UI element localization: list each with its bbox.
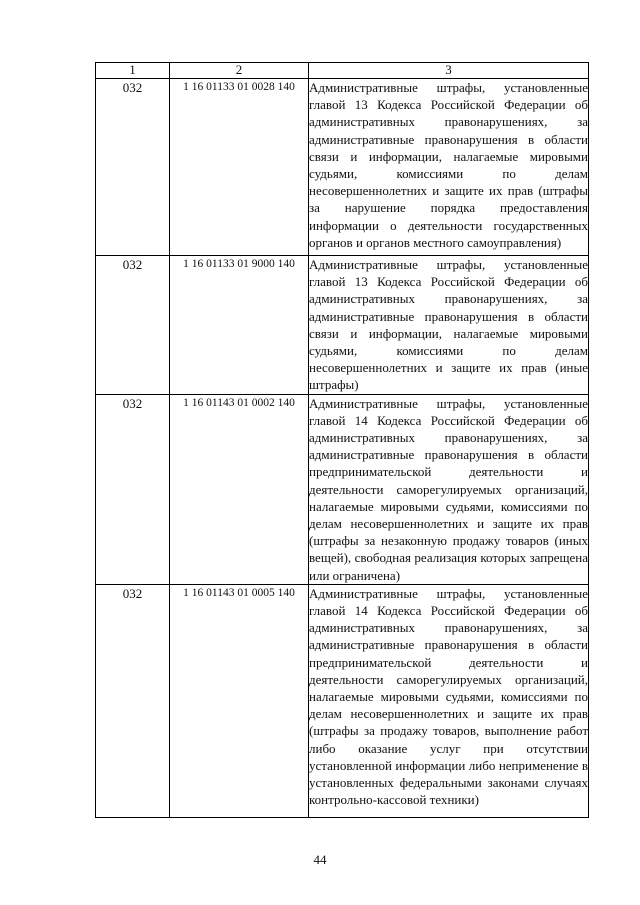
admin-code-cell: 032: [96, 394, 170, 584]
column-header-3: 3: [309, 63, 589, 79]
kbk-code-cell: 1 16 01133 01 0028 140: [170, 79, 309, 256]
admin-code-cell: 032: [96, 584, 170, 817]
description-cell: Административные штрафы, установленные главой 13 Кодекса Российской Федерации об административных правонарушениях, за административные правонарушения в области связи и информации, налагаемые мировыми судьями, комиссиями по делам несовершеннолетних и защите их прав (штрафы за нарушение порядка предоставления информации о деятельности государственных органов и органов местного самоуправления): [309, 79, 589, 256]
table-row: [96, 584, 589, 817]
table-row: [96, 394, 589, 584]
description-cell: Административные штрафы, установленные главой 14 Кодекса Российской Федерации об административных правонарушениях, за административные правонарушения в области предпринимательской деятельности и деятельности саморегулируемых организаций, налагаемые мировыми судьями, комиссиями по делам несовершеннолетних и защите их прав (штрафы за незаконную продажу товаров (иных вещей), свободная реализация которых запрещена или ограничена): [309, 395, 588, 583]
kbk-code-cell: 1 16 01143 01 0002 140: [170, 394, 309, 584]
description-cell: Административные штрафы, установленные главой 13 Кодекса Российской Федерации об административных правонарушениях, за административные правонарушения в области связи и информации, налагаемые мировыми судьями, комиссиями по делам несовершеннолетних и защите их прав (иные штрафы): [309, 257, 588, 393]
admin-code-cell: 032: [96, 256, 170, 395]
column-header-2: 2: [170, 63, 309, 79]
column-header-1: 1: [96, 63, 170, 79]
budget-classification-table: [95, 62, 589, 818]
admin-code-cell: 032: [96, 79, 170, 256]
table-header-row: [96, 63, 589, 79]
table-row: [96, 79, 589, 256]
kbk-code-cell: 1 16 01143 01 0005 140: [170, 584, 309, 817]
description-cell: Административные штрафы, установленные главой 14 Кодекса Российской Федерации об административных правонарушениях, за административные правонарушения в области предпринимательской деятельности и деятельности саморегулируемых организаций, налагаемые мировыми судьями, комиссиями по делам несовершеннолетних и защите их прав (штрафы за продажу товаров, выполнение работ либо оказание услуг при отсутствии установленной информации либо неприменение в установленных федеральными законами случаях контрольно-кассовой техники): [309, 584, 589, 817]
kbk-code-cell: 1 16 01133 01 9000 140: [170, 256, 309, 395]
table-row: [96, 256, 589, 395]
page-number: 44: [313, 852, 327, 867]
